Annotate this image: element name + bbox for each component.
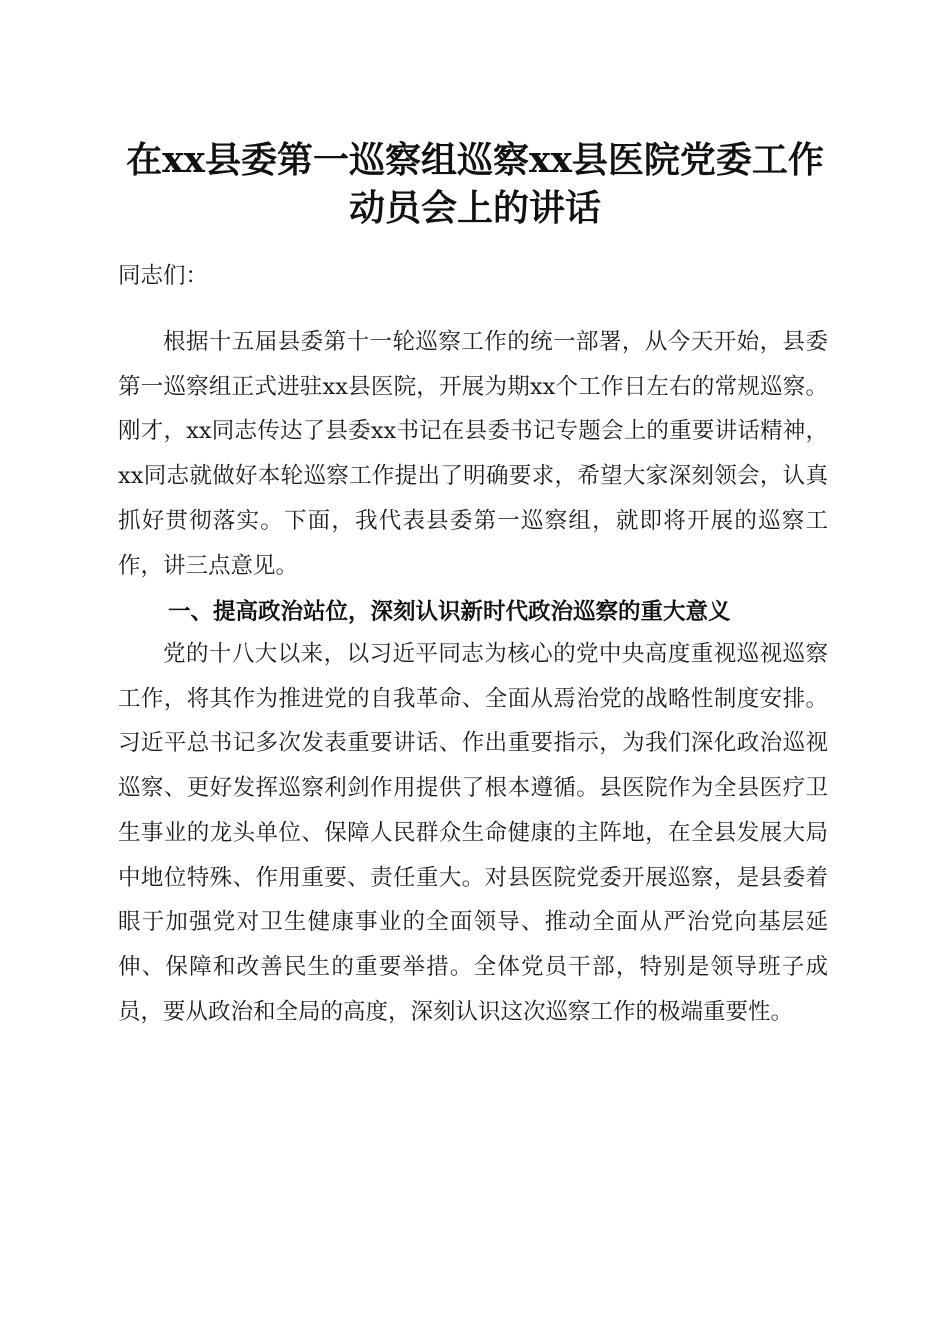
document-title-line-1: 在xx县委第一巡察组巡察xx县医院党委工作	[126, 139, 824, 181]
document-title-line-2: 动员会上的讲话	[348, 187, 601, 229]
salutation: 同志们：	[118, 263, 209, 289]
section-heading-1: 一、提高政治站位，深刻认识新时代政治巡察的重大意义	[168, 599, 731, 625]
paragraph-intro: 根据十五届县委第十一轮巡察工作的统一部署，从今天开始，县委第一巡察组正式进驻xx县医院，开展为期xx个工作日左右的常规巡察。刚才，xx同志传达了县委xx书记在县委书记专题会上的重要讲话精神，xx同志就做好本轮巡察工作提出了明确要求，希望大家深刻领会，认真抓好贯彻落实。下面，我代表县委第一巡察组，就即将开展的巡察工作，讲三点意见。	[118, 329, 828, 579]
paragraph-section-1: 党的十八大以来，以习近平同志为核心的党中央高度重视巡视巡察工作，将其作为推进党的自我革命、全面从焉治党的战略性制度安排。习近平总书记多次发表重要讲话、作出重要指示，为我们深化政治巡视巡察、更好发挥巡察利剑作用提供了根本遵循。县医院作为全县医疗卫生事业的龙头单位、保障人民群众生命健康的主阵地，在全县发展大局中地位特殊、作用重要、责任重大。对县医院党委开展巡察，是县委着眼于加强党对卫生健康事业的全面领导、推动全面从严治党向基层延伸、保障和改善民生的重要举措。全体党员干部，特别是领导班子成员，要从政治和全局的高度，深刻认识这次巡察工作的极端重要性。	[118, 641, 828, 1025]
